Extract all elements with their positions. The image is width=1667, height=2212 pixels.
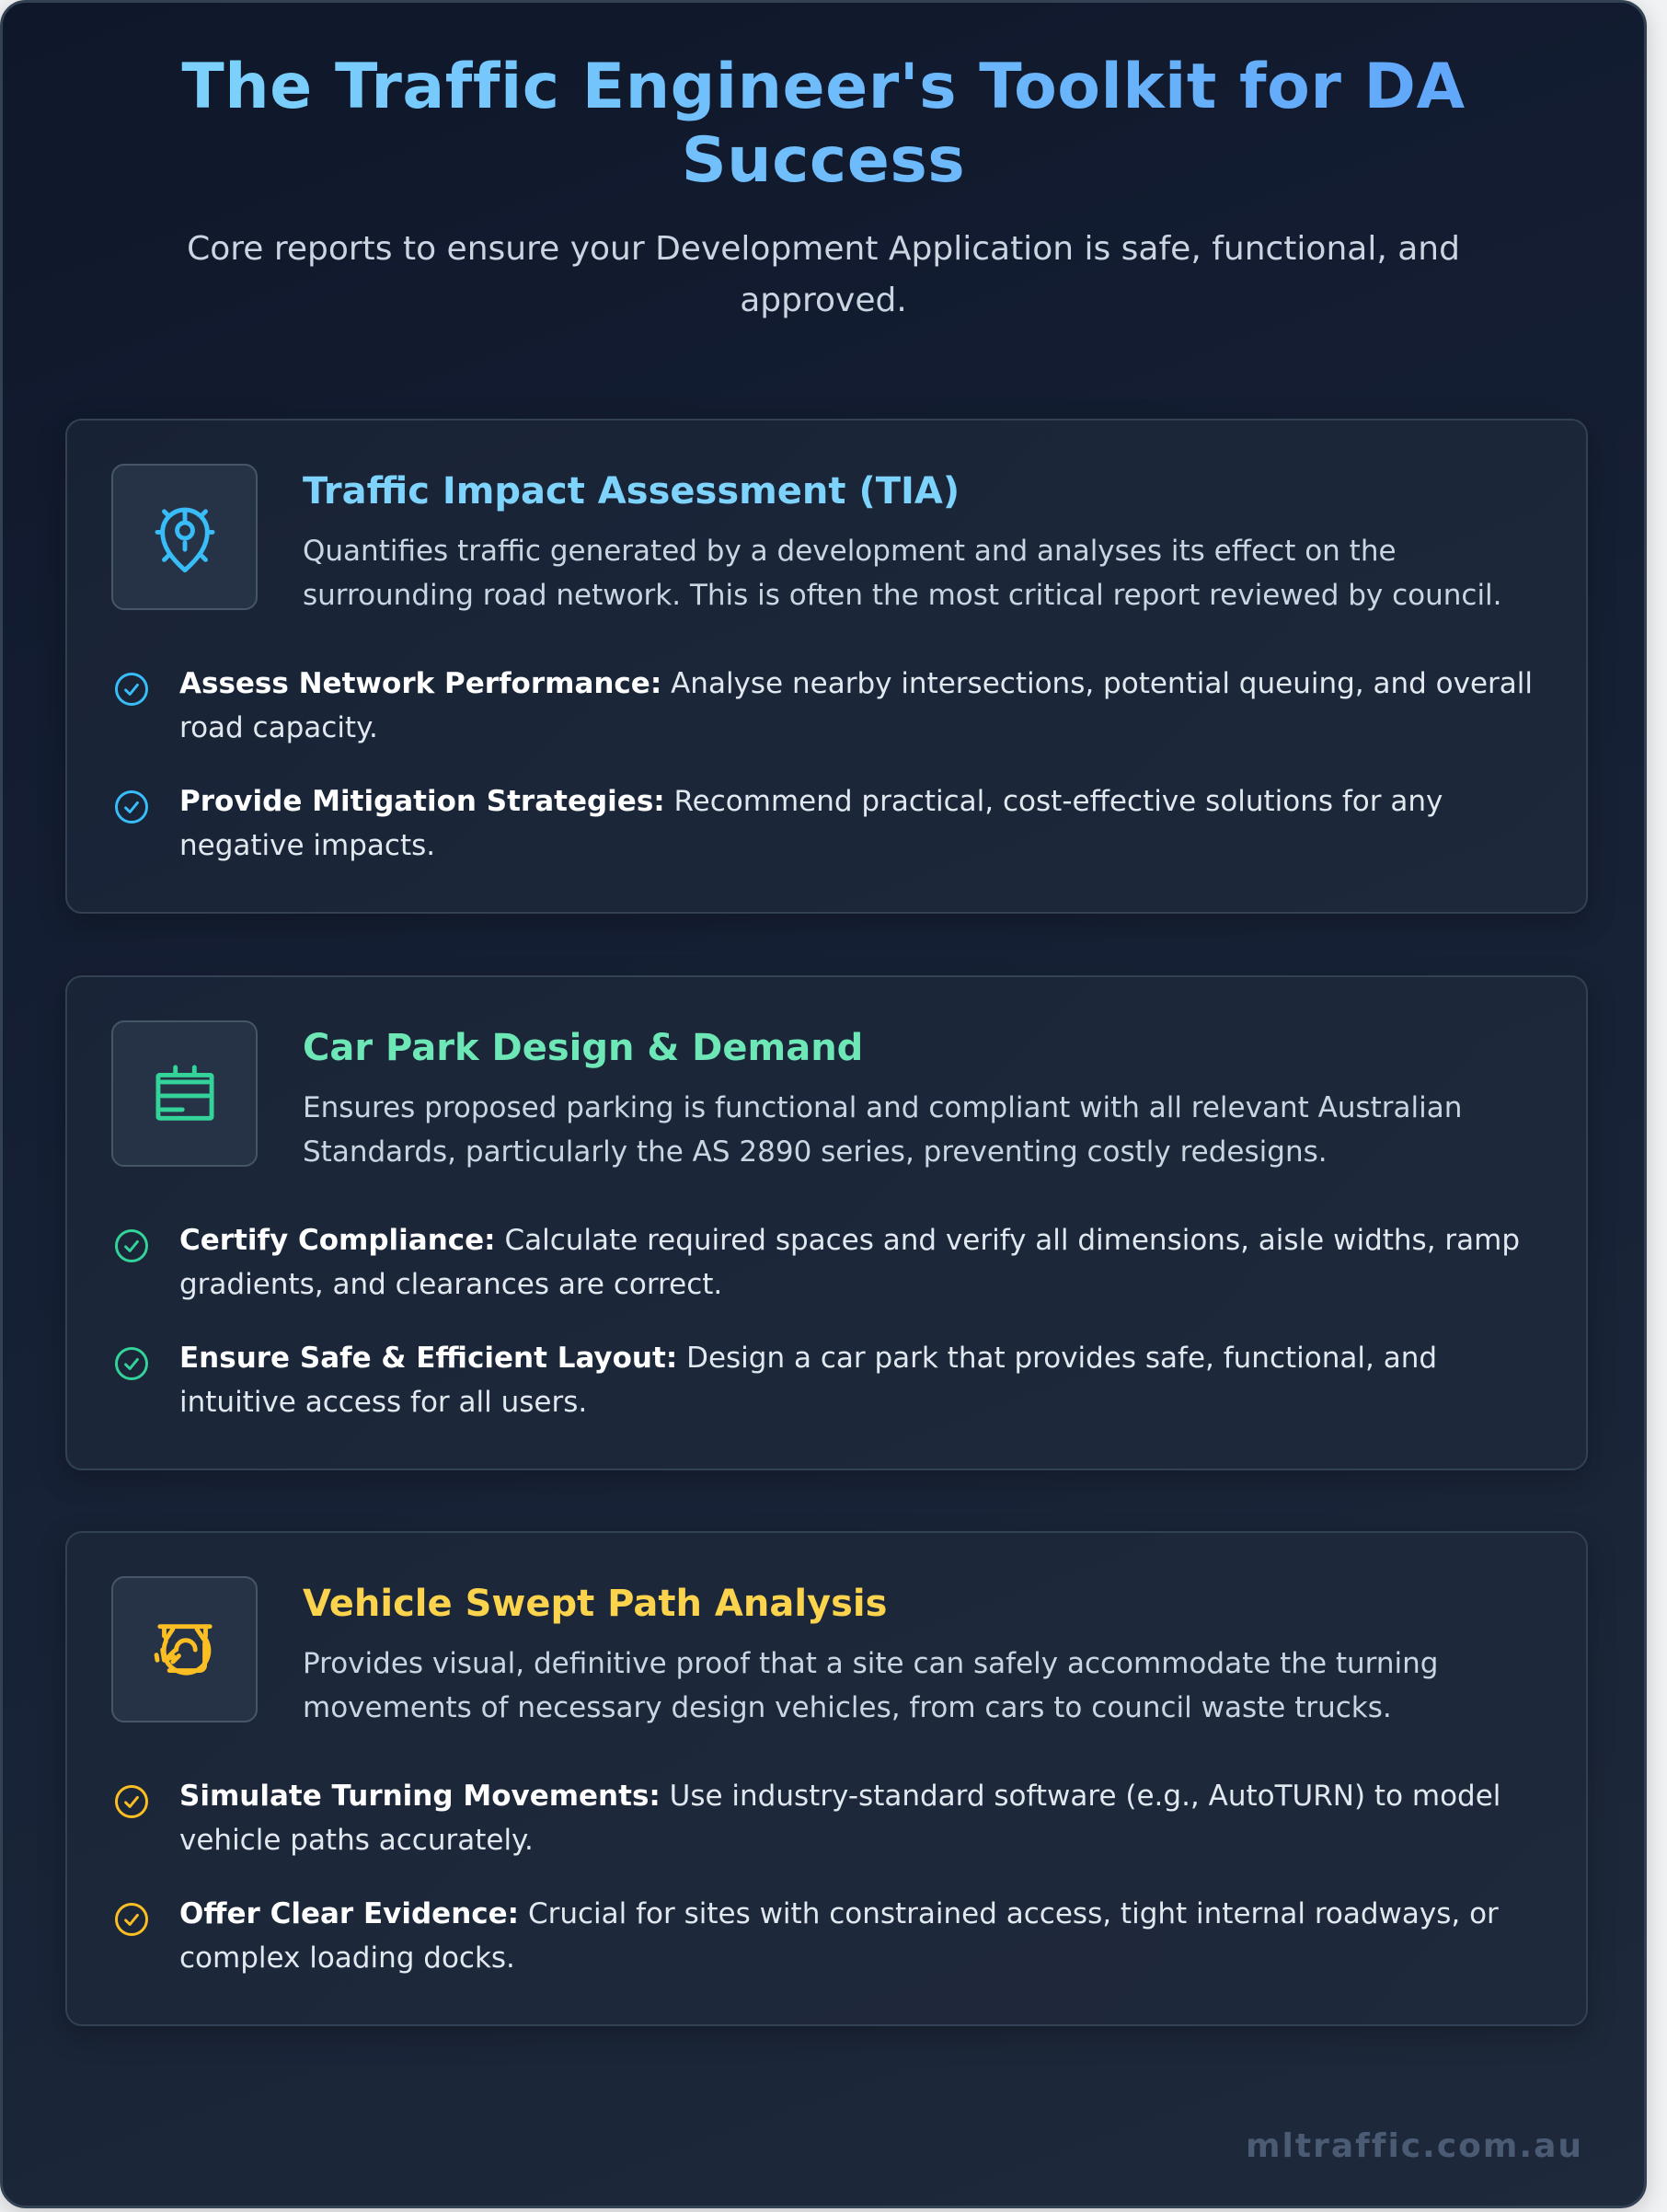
list-item [111, 1892, 1546, 1980]
point-list [111, 1218, 1546, 1454]
card-description: Ensures proposed parking is functional and compliant with all relevant Australian Standards, particularly the AS 2890 series, preventing costly redesigns. [303, 1091, 1463, 1169]
point-label: Provide Mitigation Strategies: [179, 785, 665, 818]
card-header [303, 467, 1554, 617]
check-circle-icon [111, 669, 152, 709]
icon-box [111, 464, 258, 610]
check-circle-icon [111, 1226, 152, 1266]
check-circle-icon [111, 1781, 152, 1822]
check-circle-icon [111, 787, 152, 827]
list-item [111, 662, 1546, 750]
location-pin-sun-icon [144, 496, 226, 579]
check-circle-icon [111, 1899, 152, 1940]
point-list [111, 1774, 1546, 2010]
card-title: Vehicle Swept Path Analysis [303, 1583, 888, 1625]
page-title: The Traffic Engineer's Toolkit for DA Success [133, 51, 1513, 198]
card-description: Quantifies traffic generated by a development and analyses its effect on the surrounding road network. This is often the most critical report reviewed by council. [303, 535, 1502, 612]
card-title: Car Park Design & Demand [303, 1027, 864, 1069]
point-label: Certify Compliance: [179, 1224, 496, 1257]
list-item [111, 1218, 1546, 1307]
list-item [111, 1336, 1546, 1424]
point-text: Analyse nearby intersections, potential queuing, and overall road capacity. [179, 667, 1534, 744]
point-label: Offer Clear Evidence: [179, 1897, 520, 1930]
card-vehicle-swept-path [65, 1531, 1588, 2026]
card-title: Traffic Impact Assessment (TIA) [303, 470, 960, 513]
card-header [303, 1023, 1554, 1174]
point-list [111, 662, 1546, 897]
footer-brand: mltraffic.com.au [1246, 2127, 1583, 2165]
point-text: Use industry-standard software (e.g., AutoTURN) to model vehicle paths accurately. [179, 1780, 1501, 1857]
parking-layout-icon [144, 1053, 226, 1135]
icon-box [111, 1020, 258, 1167]
list-item [111, 1774, 1546, 1862]
point-text: Recommend practical, cost-effective solutions for any negative impacts. [179, 785, 1443, 862]
point-text: Crucial for sites with constrained access, tight internal roadways, or complex loading docks. [179, 1897, 1499, 1975]
point-label: Ensure Safe & Efficient Layout: [179, 1342, 678, 1375]
card-description: Provides visual, definitive proof that a site can safely accommodate the turning movements of necessary design vehicles, from cars to council waste trucks. [303, 1647, 1439, 1724]
header [3, 51, 1644, 327]
point-label: Assess Network Performance: [179, 667, 662, 700]
point-label: Simulate Turning Movements: [179, 1780, 661, 1813]
card-car-park-design [65, 975, 1588, 1470]
page-subtitle: Core reports to ensure your Development Application is safe, functional, and approved. [187, 230, 1460, 319]
card-traffic-impact-assessment [65, 419, 1588, 914]
check-circle-icon [111, 1343, 152, 1384]
list-item [111, 779, 1546, 868]
card-header [303, 1579, 1554, 1730]
icon-box [111, 1576, 258, 1722]
point-text: Design a car park that provides safe, functional, and intuitive access for all users. [179, 1342, 1438, 1419]
point-text: Calculate required spaces and verify all dimensions, aisle widths, ramp gradients, and clearances are correct. [179, 1224, 1521, 1301]
swept-path-turn-icon [144, 1608, 226, 1691]
